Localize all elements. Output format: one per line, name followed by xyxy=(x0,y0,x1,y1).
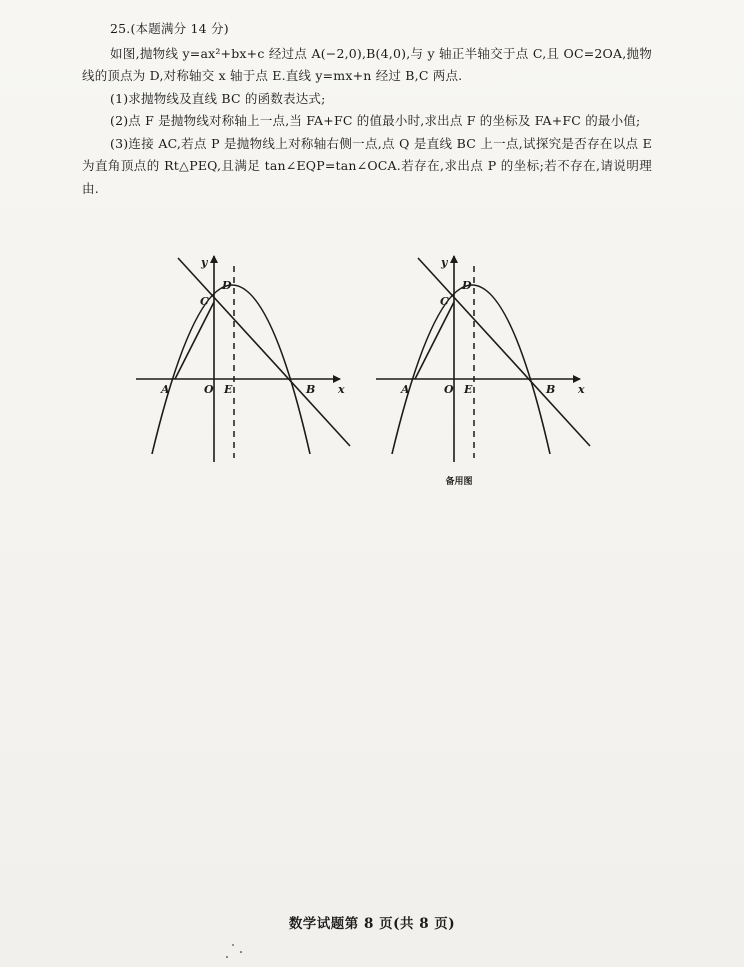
backup-label-c: C xyxy=(440,295,449,308)
question-header: 25.(本题满分 14 分) xyxy=(110,21,229,36)
scan-speck xyxy=(232,944,234,946)
label-y: y xyxy=(201,256,208,269)
label-a: A xyxy=(161,383,170,396)
backup-label-a: A xyxy=(401,383,410,396)
segment-ac xyxy=(175,302,214,379)
backup-figure xyxy=(370,252,600,472)
scan-speck xyxy=(240,951,242,953)
line-bc xyxy=(178,258,350,446)
label-e: E xyxy=(224,383,233,396)
backup-parabola-curve xyxy=(392,285,550,454)
backup-label-x: x xyxy=(578,383,585,396)
parabola-curve xyxy=(152,285,310,454)
label-c: C xyxy=(200,295,209,308)
label-x: x xyxy=(338,383,345,396)
question-25 xyxy=(82,18,652,200)
backup-label-y: y xyxy=(441,256,448,269)
label-o: O xyxy=(204,383,214,396)
question-part-3: (3)连接 AC,若点 P 是抛物线上对称轴右侧一点,点 Q 是直线 BC 上一点,试探究是否存在以点 E 为直角顶点的 Rt△PEQ,且满足 tan∠EQP=tan∠OCA.若存在,求出点 P 的坐标;若不存在,请说明理由. xyxy=(82,135,652,196)
backup-figure-caption: 备用图 xyxy=(445,477,473,487)
figures xyxy=(130,252,610,492)
scan-speck xyxy=(226,956,228,958)
backup-line-bc xyxy=(418,258,590,446)
backup-label-d: D xyxy=(462,279,472,292)
page-footer: 数学试题第 8 页(共 8 页) xyxy=(288,916,456,932)
question-part-1: (1)求抛物线及直线 BC 的函数表达式; xyxy=(110,90,326,106)
label-d: D xyxy=(222,279,232,292)
backup-label-o: O xyxy=(444,383,454,396)
label-b: B xyxy=(306,383,316,396)
question-part-2: (2)点 F 是抛物线对称轴上一点,当 FA+FC 的值最小时,求出点 F 的坐标及 FA+FC 的最小值; xyxy=(110,113,641,128)
main-figure xyxy=(130,252,360,472)
backup-label-e: E xyxy=(464,383,473,396)
backup-label-b: B xyxy=(546,383,556,396)
question-stem: 如图,抛物线 y=ax²+bx+c 经过点 A(−2,0),B(4,0),与 y 轴正半轴交于点 C,且 OC=2OA,抛物线的顶点为 D,对称轴交 x 轴于点 E.直线 y=mx+n 经过 B,C 两点. xyxy=(82,45,652,83)
backup-segment-ac xyxy=(415,302,454,379)
